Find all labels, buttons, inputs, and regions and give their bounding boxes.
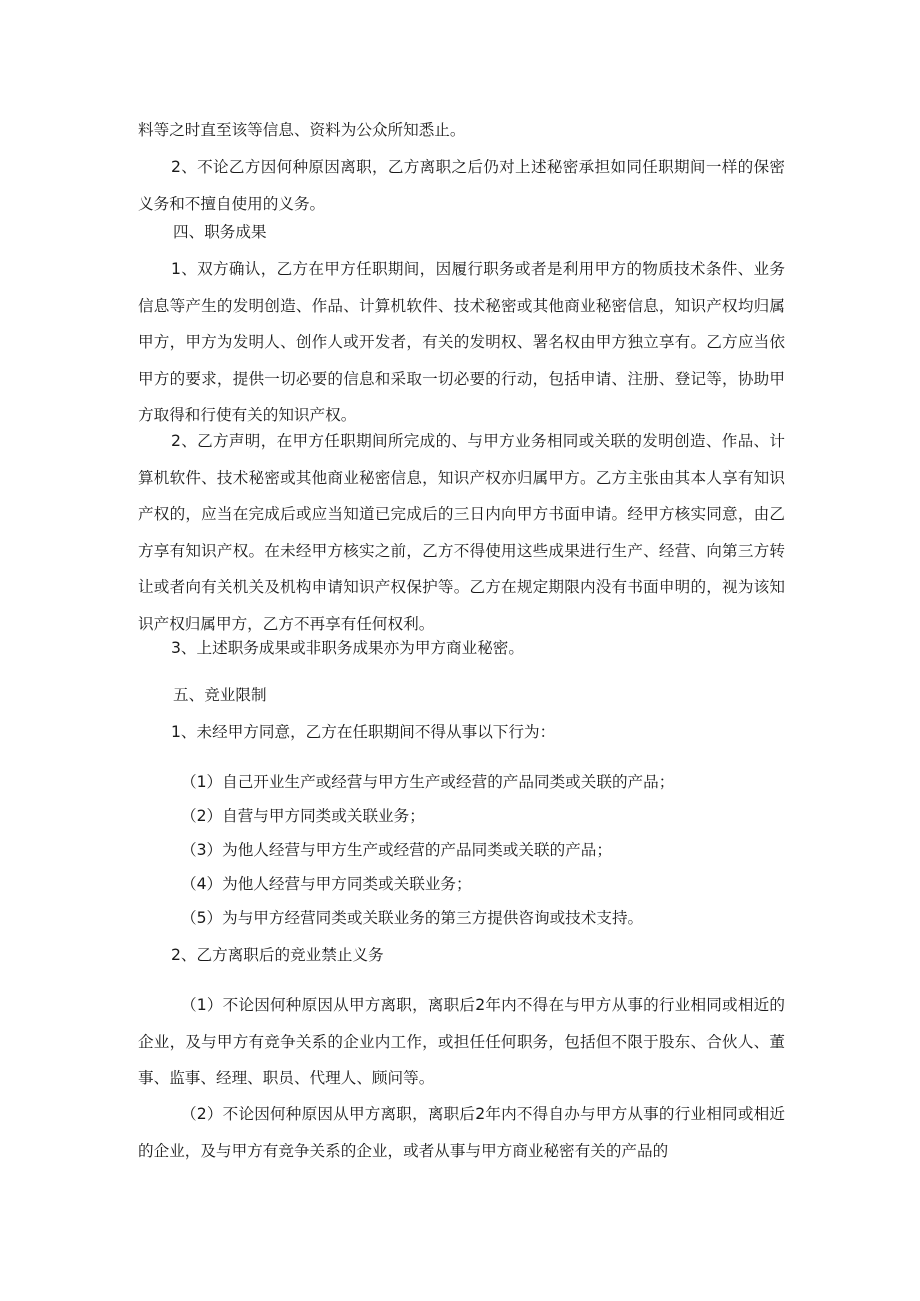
paragraph-work-results-2: 2、乙方声明，在甲方任职期间所完成的、与甲方业务相同或关联的发明创造、作品、计算机软件、技术秘密或其他商业秘密信息，知识产权亦归属甲方。乙方主张由其本人享有知识产权的，应当在完成后或应当知道已完成后的三日内向甲方书面申请。经甲方核实同意，由乙方享有知识产权。在未经甲方核实之前，乙方不得使用这些成果进行生产、经营、向第三方转让或者向有关机关及机构申请知识产权保护等。乙方在规定期限内没有书面申明的，视为该知识产权归属甲方，乙方不再享有任何权利。 <box>138 432 785 633</box>
list-item-non-compete-2: （2）自营与甲方同类或关联业务； <box>181 807 425 825</box>
list-item-non-compete-1: （1）自己开业生产或经营与甲方生产或经营的产品同类或关联的产品； <box>181 773 675 791</box>
paragraph-non-compete-2-2: （2）不论因何种原因从甲方离职，离职后2年内不得自办与甲方从事的行业相同或相近的企业，及与甲方有竞争关系的企业，或者从事与甲方商业秘密有关的产品的 <box>138 1105 785 1160</box>
section-heading-work-results: 四、职务成果 <box>173 223 267 241</box>
paragraph-confidentiality-end: 料等之时直至该等信息、资料为公众所知悉止。 <box>138 121 466 139</box>
paragraph-work-results-3: 3、上述职务成果或非职务成果亦为甲方商业秘密。 <box>171 639 524 657</box>
paragraph-non-compete-1: 1、未经甲方同意，乙方在任职期间不得从事以下行为： <box>171 723 556 741</box>
list-item-non-compete-3: （3）为他人经营与甲方生产或经营的产品同类或关联的产品； <box>181 841 612 859</box>
paragraph-non-compete-2: 2、乙方离职后的竞业禁止义务 <box>171 946 384 964</box>
paragraph-non-compete-2-1: （1）不论因何种原因从甲方离职，离职后2年内不得在与甲方从事的行业相同或相近的企业，及与甲方有竞争关系的企业内工作，或担任任何职务，包括但不限于股东、合伙人、董事、监事、经理、职员、代理人、顾问等。 <box>138 996 785 1087</box>
paragraph-work-results-1: 1、双方确认，乙方在甲方任职期间，因履行职务或者是利用甲方的物质技术条件、业务信息等产生的发明创造、作品、计算机软件、技术秘密或其他商业秘密信息，知识产权均归属甲方，甲方为发明人、创作人或开发者，有关的发明权、署名权由甲方独立享有。乙方应当依甲方的要求，提供一切必要的信息和采取一切必要的行动，包括申请、注册、登记等，协助甲方取得和行使有关的知识产权。 <box>138 260 785 424</box>
list-item-non-compete-4: （4）为他人经营与甲方同类或关联业务； <box>181 875 472 893</box>
paragraph-confidentiality-after-leave: 2、不论乙方因何种原因离职，乙方离职之后仍对上述秘密承担如同任职期间一样的保密义务和不擅自使用的义务。 <box>138 158 785 213</box>
section-heading-non-compete: 五、竞业限制 <box>173 686 267 704</box>
list-item-non-compete-5: （5）为与甲方经营同类或关联业务的第三方提供咨询或技术支持。 <box>181 909 644 927</box>
